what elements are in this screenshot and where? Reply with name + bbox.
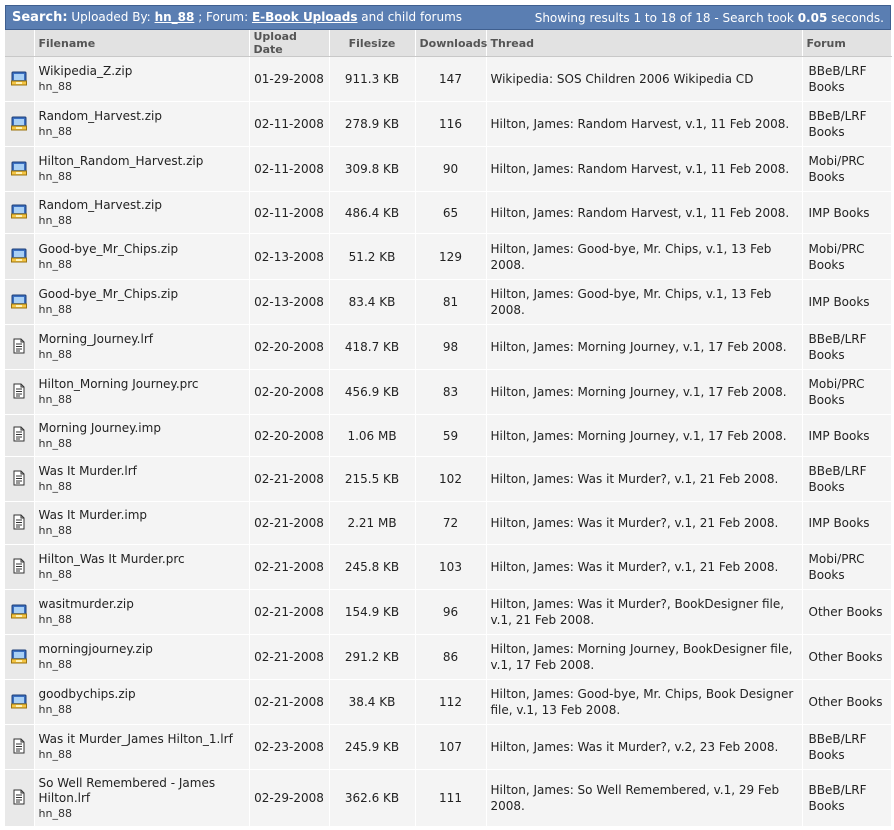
filesize-cell: 51.2 KB bbox=[329, 234, 415, 280]
thread-link[interactable]: Wikipedia: SOS Children 2006 Wikipedia CD bbox=[490, 72, 754, 86]
file-icon-cell bbox=[5, 147, 34, 192]
filesize-cell: 486.4 KB bbox=[329, 192, 415, 234]
forum-cell bbox=[802, 770, 891, 827]
thread-link[interactable]: Hilton, James: Morning Journey, v.1, 17 Feb 2008. bbox=[490, 385, 787, 399]
downloads-cell: 81 bbox=[415, 280, 486, 325]
filesize-cell: 278.9 KB bbox=[329, 102, 415, 147]
upload-date-cell: 02-21-2008 bbox=[249, 590, 329, 635]
file-icon-cell bbox=[5, 545, 34, 590]
thread-cell bbox=[486, 635, 802, 680]
thread-link[interactable]: Hilton, James: Was it Murder?, v.1, 21 Feb 2008. bbox=[490, 472, 779, 486]
downloads-cell: 111 bbox=[415, 770, 486, 827]
zip-icon[interactable] bbox=[11, 208, 27, 222]
forum-cell bbox=[802, 57, 891, 102]
filename-cell bbox=[34, 147, 249, 192]
forum-cell bbox=[802, 280, 891, 325]
filesize-cell: 245.9 KB bbox=[329, 725, 415, 770]
upload-date-cell: 02-29-2008 bbox=[249, 770, 329, 827]
filename-cell bbox=[34, 370, 249, 415]
filename-cell bbox=[34, 280, 249, 325]
filename-link[interactable]: Wikipedia_Z.zip bbox=[38, 64, 133, 78]
table-row bbox=[5, 770, 891, 827]
forum-cell bbox=[802, 635, 891, 680]
thread-cell bbox=[486, 280, 802, 325]
downloads-column-header[interactable]: Downloads bbox=[415, 30, 486, 57]
forum-name-link[interactable]: IMP Books bbox=[808, 428, 870, 443]
upload-date-cell: 02-11-2008 bbox=[249, 147, 329, 192]
upload-date-cell: 02-11-2008 bbox=[249, 102, 329, 147]
downloads-cell: 116 bbox=[415, 102, 486, 147]
zip-icon[interactable] bbox=[11, 298, 27, 312]
downloads-cell: 59 bbox=[415, 415, 486, 457]
upload-date-cell: 02-20-2008 bbox=[249, 325, 329, 370]
thread-cell bbox=[486, 725, 802, 770]
forum-name-link[interactable]: Other Books bbox=[808, 695, 883, 709]
thread-cell bbox=[486, 370, 802, 415]
thread-link[interactable]: Hilton, James: Good-bye, Mr. Chips, Book Designer file, v.1, 13 Feb 2008. bbox=[490, 687, 794, 717]
upload-date-cell: 02-23-2008 bbox=[249, 725, 329, 770]
file-icon-cell bbox=[5, 234, 34, 280]
thread-cell bbox=[486, 590, 802, 635]
forum-cell bbox=[802, 680, 891, 725]
file-icon-cell bbox=[5, 635, 34, 680]
uploader-name: hn_88 bbox=[38, 524, 72, 537]
forum-label: ; Forum: bbox=[198, 10, 249, 24]
thread-cell bbox=[486, 457, 802, 502]
table-row bbox=[5, 102, 891, 147]
filename-link[interactable]: Random_Harvest.zip bbox=[38, 109, 162, 123]
results-count bbox=[535, 11, 884, 25]
forum-name-link[interactable]: BBeB/LRF Books bbox=[808, 464, 867, 494]
downloads-cell: 103 bbox=[415, 545, 486, 590]
uploader-name: hn_88 bbox=[38, 257, 72, 271]
file-icon-cell bbox=[5, 770, 34, 827]
table-row bbox=[5, 545, 891, 590]
thread-link[interactable]: Hilton, James: Random Harvest, v.1, 11 Feb 2008. bbox=[490, 205, 790, 220]
upload-date-cell: 02-20-2008 bbox=[249, 415, 329, 457]
file-icon-cell bbox=[5, 280, 34, 325]
upload-date-cell: 02-13-2008 bbox=[249, 234, 329, 280]
filename-cell bbox=[34, 102, 249, 147]
filename-link[interactable]: goodbychips.zip bbox=[38, 687, 136, 701]
search-results-panel bbox=[5, 5, 891, 827]
filename-cell bbox=[34, 192, 249, 234]
thread-cell bbox=[486, 57, 802, 102]
zip-icon[interactable] bbox=[11, 608, 27, 622]
uploader-name: hn_88 bbox=[38, 436, 72, 450]
file-icon-cell bbox=[5, 502, 34, 545]
upload-date-cell: 02-20-2008 bbox=[249, 370, 329, 415]
document-icon[interactable] bbox=[11, 343, 27, 357]
thread-cell bbox=[486, 102, 802, 147]
downloads-cell: 72 bbox=[415, 502, 486, 545]
downloads-cell: 65 bbox=[415, 192, 486, 234]
table-row bbox=[5, 725, 891, 770]
thread-cell bbox=[486, 192, 802, 234]
document-icon[interactable] bbox=[11, 431, 27, 445]
uploader-name: hn_88 bbox=[38, 703, 72, 716]
filename-link[interactable]: Good-bye_Mr_Chips.zip bbox=[38, 287, 179, 301]
filename-link[interactable]: Hilton_Random_Harvest.zip bbox=[38, 154, 204, 168]
search-time: 0.05 bbox=[797, 10, 828, 25]
upload-date-cell: 02-21-2008 bbox=[249, 502, 329, 545]
filename-cell bbox=[34, 57, 249, 102]
thread-link[interactable]: Hilton, James: Morning Journey, v.1, 17 Feb 2008. bbox=[490, 340, 787, 354]
zip-icon[interactable] bbox=[11, 120, 27, 134]
filesize-cell: 154.9 KB bbox=[329, 590, 415, 635]
filename-link[interactable]: Morning_Journey.lrf bbox=[38, 332, 153, 346]
downloads-cell: 102 bbox=[415, 457, 486, 502]
forum-cell bbox=[802, 590, 891, 635]
downloads-cell: 129 bbox=[415, 234, 486, 280]
filename-link[interactable]: Was It Murder.imp bbox=[38, 508, 148, 522]
uploader-name: hn_88 bbox=[38, 393, 72, 406]
file-icon-cell bbox=[5, 370, 34, 415]
table-row bbox=[5, 192, 891, 234]
thread-cell bbox=[486, 770, 802, 827]
downloads-cell: 83 bbox=[415, 370, 486, 415]
forum-cell bbox=[802, 192, 891, 234]
seconds-text: seconds. bbox=[831, 10, 884, 25]
zip-icon[interactable] bbox=[11, 698, 27, 712]
table-row bbox=[5, 325, 891, 370]
filesize-cell: 309.8 KB bbox=[329, 147, 415, 192]
filename-link[interactable]: morningjourney.zip bbox=[38, 642, 153, 656]
forum-name-link[interactable]: BBeB/LRF Books bbox=[808, 732, 867, 762]
thread-link[interactable]: Hilton, James: Was it Murder?, v.2, 23 Feb 2008. bbox=[490, 740, 779, 754]
filesize-cell: 38.4 KB bbox=[329, 680, 415, 725]
table-row bbox=[5, 147, 891, 192]
forum-name-link[interactable]: Mobi/PRC Books bbox=[808, 377, 865, 407]
thread-link[interactable]: Hilton, James: Random Harvest, v.1, 11 Feb 2008. bbox=[490, 162, 790, 176]
filename-cell bbox=[34, 590, 249, 635]
forum-cell bbox=[802, 415, 891, 457]
table-row bbox=[5, 415, 891, 457]
filesize-cell: 456.9 KB bbox=[329, 370, 415, 415]
uploader-name: hn_88 bbox=[38, 348, 72, 361]
forum-name-link[interactable]: BBeB/LRF Books bbox=[808, 64, 867, 94]
thread-cell bbox=[486, 147, 802, 192]
downloads-cell: 90 bbox=[415, 147, 486, 192]
thread-cell bbox=[486, 680, 802, 725]
uploader-name: hn_88 bbox=[38, 568, 72, 581]
filesize-cell: 2.21 MB bbox=[329, 502, 415, 545]
thread-cell bbox=[486, 502, 802, 545]
file-icon-cell bbox=[5, 57, 34, 102]
forum-name-link[interactable]: Mobi/PRC Books bbox=[808, 552, 865, 582]
zip-icon[interactable] bbox=[11, 165, 27, 179]
file-icon-cell bbox=[5, 325, 34, 370]
forum-cell bbox=[802, 147, 891, 192]
file-icon-cell bbox=[5, 415, 34, 457]
filename-link[interactable]: Hilton_Morning Journey.prc bbox=[38, 377, 199, 391]
downloads-cell: 107 bbox=[415, 725, 486, 770]
uploader-name: hn_88 bbox=[38, 213, 72, 227]
table-row bbox=[5, 635, 891, 680]
document-icon[interactable] bbox=[11, 475, 27, 489]
forum-name-link[interactable]: Mobi/PRC Books bbox=[808, 241, 865, 272]
search-label: Search: bbox=[12, 10, 68, 25]
filesize-cell: 911.3 KB bbox=[329, 57, 415, 102]
search-summary bbox=[12, 10, 462, 25]
uploader-name: hn_88 bbox=[38, 748, 72, 761]
file-icon-cell bbox=[5, 192, 34, 234]
thread-cell bbox=[486, 545, 802, 590]
forum-name-link[interactable]: BBeB/LRF Books bbox=[808, 332, 867, 362]
forum-cell bbox=[802, 545, 891, 590]
forum-cell bbox=[802, 725, 891, 770]
zip-icon[interactable] bbox=[11, 653, 27, 667]
file-icon-cell bbox=[5, 725, 34, 770]
thread-link[interactable]: Hilton, James: So Well Remembered, v.1, 29 Feb 2008. bbox=[490, 783, 780, 813]
table-row bbox=[5, 590, 891, 635]
thread-link[interactable]: Hilton, James: Was it Murder?, BookDesigner file, v.1, 21 Feb 2008. bbox=[490, 597, 785, 627]
uploader-name: hn_88 bbox=[38, 80, 72, 93]
document-icon[interactable] bbox=[11, 743, 27, 757]
filename-cell bbox=[34, 502, 249, 545]
filename-cell bbox=[34, 415, 249, 457]
filename-link[interactable]: Hilton_Was It Murder.prc bbox=[38, 552, 185, 566]
uploader-name: hn_88 bbox=[38, 170, 72, 183]
uploader-name: hn_88 bbox=[38, 480, 72, 493]
filesize-cell: 291.2 KB bbox=[329, 635, 415, 680]
table-row bbox=[5, 457, 891, 502]
downloads-cell: 98 bbox=[415, 325, 486, 370]
filename-link[interactable]: Random_Harvest.zip bbox=[38, 197, 162, 212]
zip-icon[interactable] bbox=[11, 75, 27, 89]
thread-link[interactable]: Hilton, James: Random Harvest, v.1, 11 Feb 2008. bbox=[490, 117, 790, 131]
forum-cell bbox=[802, 102, 891, 147]
filename-link[interactable]: Was It Murder.lrf bbox=[38, 464, 137, 478]
uploaded-by-label: Uploaded By: bbox=[71, 10, 151, 24]
upload-date-cell: 02-21-2008 bbox=[249, 545, 329, 590]
forum-link[interactable]: E-Book Uploads bbox=[251, 10, 358, 24]
search-header bbox=[5, 5, 891, 30]
forum-name-link[interactable]: IMP Books bbox=[808, 516, 870, 530]
upload-date-column-header[interactable]: Upload Date bbox=[249, 30, 329, 57]
file-icon-cell bbox=[5, 680, 34, 725]
upload-date-cell: 02-11-2008 bbox=[249, 192, 329, 234]
zip-icon[interactable] bbox=[11, 252, 27, 266]
thread-link[interactable]: Hilton, James: Morning Journey, v.1, 17 Feb 2008. bbox=[490, 428, 787, 443]
uploader-name: hn_88 bbox=[38, 125, 72, 138]
upload-date-cell: 01-29-2008 bbox=[249, 57, 329, 102]
forum-name-link[interactable]: Mobi/PRC Books bbox=[808, 154, 865, 184]
table-row bbox=[5, 680, 891, 725]
filename-link[interactable]: Morning Journey.imp bbox=[38, 420, 161, 435]
forum-cell bbox=[802, 234, 891, 280]
uploader-name: hn_88 bbox=[38, 658, 72, 671]
filesize-cell: 418.7 KB bbox=[329, 325, 415, 370]
filename-column-header[interactable]: Filename bbox=[34, 30, 249, 57]
document-icon[interactable] bbox=[11, 563, 27, 577]
forum-cell bbox=[802, 325, 891, 370]
forum-name-link[interactable]: IMP Books bbox=[808, 295, 870, 309]
uploader-name: hn_88 bbox=[38, 303, 72, 316]
file-icon-cell bbox=[5, 457, 34, 502]
filename-link[interactable]: wasitmurder.zip bbox=[38, 597, 134, 611]
user-link[interactable]: hn_88 bbox=[154, 10, 195, 24]
thread-cell bbox=[486, 234, 802, 280]
filesize-cell: 245.8 KB bbox=[329, 545, 415, 590]
upload-date-cell: 02-21-2008 bbox=[249, 457, 329, 502]
thread-cell bbox=[486, 415, 802, 457]
document-icon[interactable] bbox=[11, 519, 27, 533]
results-text: Showing results 1 to 18 of 18 - Search took bbox=[534, 10, 794, 25]
file-icon-cell bbox=[5, 102, 34, 147]
table-header-row bbox=[5, 30, 891, 57]
forum-name-link[interactable]: BBeB/LRF Books bbox=[808, 109, 867, 139]
forum-cell bbox=[802, 457, 891, 502]
file-icon-cell bbox=[5, 590, 34, 635]
table-row bbox=[5, 234, 891, 280]
filesize-cell: 215.5 KB bbox=[329, 457, 415, 502]
filename-cell bbox=[34, 680, 249, 725]
filename-cell bbox=[34, 770, 249, 827]
filename-cell bbox=[34, 545, 249, 590]
filename-cell bbox=[34, 635, 249, 680]
forum-name-link[interactable]: Other Books bbox=[808, 605, 883, 619]
filename-link[interactable]: Good-bye_Mr_Chips.zip bbox=[38, 241, 179, 256]
downloads-cell: 112 bbox=[415, 680, 486, 725]
upload-date-cell: 02-21-2008 bbox=[249, 680, 329, 725]
downloads-cell: 96 bbox=[415, 590, 486, 635]
forum-column-header[interactable]: Forum bbox=[802, 30, 891, 57]
table-row bbox=[5, 57, 891, 102]
upload-date-cell: 02-21-2008 bbox=[249, 635, 329, 680]
table-row bbox=[5, 502, 891, 545]
document-icon[interactable] bbox=[11, 388, 27, 402]
thread-cell bbox=[486, 325, 802, 370]
filename-cell bbox=[34, 325, 249, 370]
table-row bbox=[5, 370, 891, 415]
downloads-cell: 86 bbox=[415, 635, 486, 680]
results-table bbox=[5, 30, 892, 827]
forum-name-link[interactable]: BBeB/LRF Books bbox=[808, 783, 867, 813]
uploader-name: hn_88 bbox=[38, 806, 72, 820]
upload-date-cell: 02-13-2008 bbox=[249, 280, 329, 325]
filesize-column-header[interactable]: Filesize bbox=[329, 30, 415, 57]
filename-cell bbox=[34, 234, 249, 280]
forum-cell bbox=[802, 370, 891, 415]
forum-cell bbox=[802, 502, 891, 545]
child-forums-text: and child forums bbox=[361, 10, 463, 24]
forum-name-link[interactable]: Other Books bbox=[808, 650, 883, 664]
thread-link[interactable]: Hilton, James: Morning Journey, BookDesigner file, v.1, 17 Feb 2008. bbox=[490, 642, 793, 672]
table-row bbox=[5, 280, 891, 325]
filename-link[interactable]: Was it Murder_James Hilton_1.lrf bbox=[38, 732, 233, 746]
uploader-name: hn_88 bbox=[38, 613, 72, 626]
thread-link[interactable]: Hilton, James: Was it Murder?, v.1, 21 Feb 2008. bbox=[490, 516, 779, 530]
filesize-cell: 83.4 KB bbox=[329, 280, 415, 325]
filename-link[interactable]: So Well Remembered - James Hilton.lrf bbox=[38, 775, 216, 805]
filesize-cell: 1.06 MB bbox=[329, 415, 415, 457]
filename-cell bbox=[34, 725, 249, 770]
document-icon[interactable] bbox=[11, 794, 27, 808]
downloads-cell: 147 bbox=[415, 57, 486, 102]
thread-link[interactable]: Hilton, James: Was it Murder?, v.1, 21 Feb 2008. bbox=[490, 560, 779, 574]
forum-name-link[interactable]: IMP Books bbox=[808, 205, 870, 220]
icon-column-header bbox=[5, 30, 34, 57]
filesize-cell: 362.6 KB bbox=[329, 770, 415, 827]
thread-link[interactable]: Hilton, James: Good-bye, Mr. Chips, v.1, 13 Feb 2008. bbox=[490, 241, 772, 272]
filename-cell bbox=[34, 457, 249, 502]
thread-column-header[interactable]: Thread bbox=[486, 30, 802, 57]
thread-link[interactable]: Hilton, James: Good-bye, Mr. Chips, v.1, 13 Feb 2008. bbox=[490, 287, 772, 317]
